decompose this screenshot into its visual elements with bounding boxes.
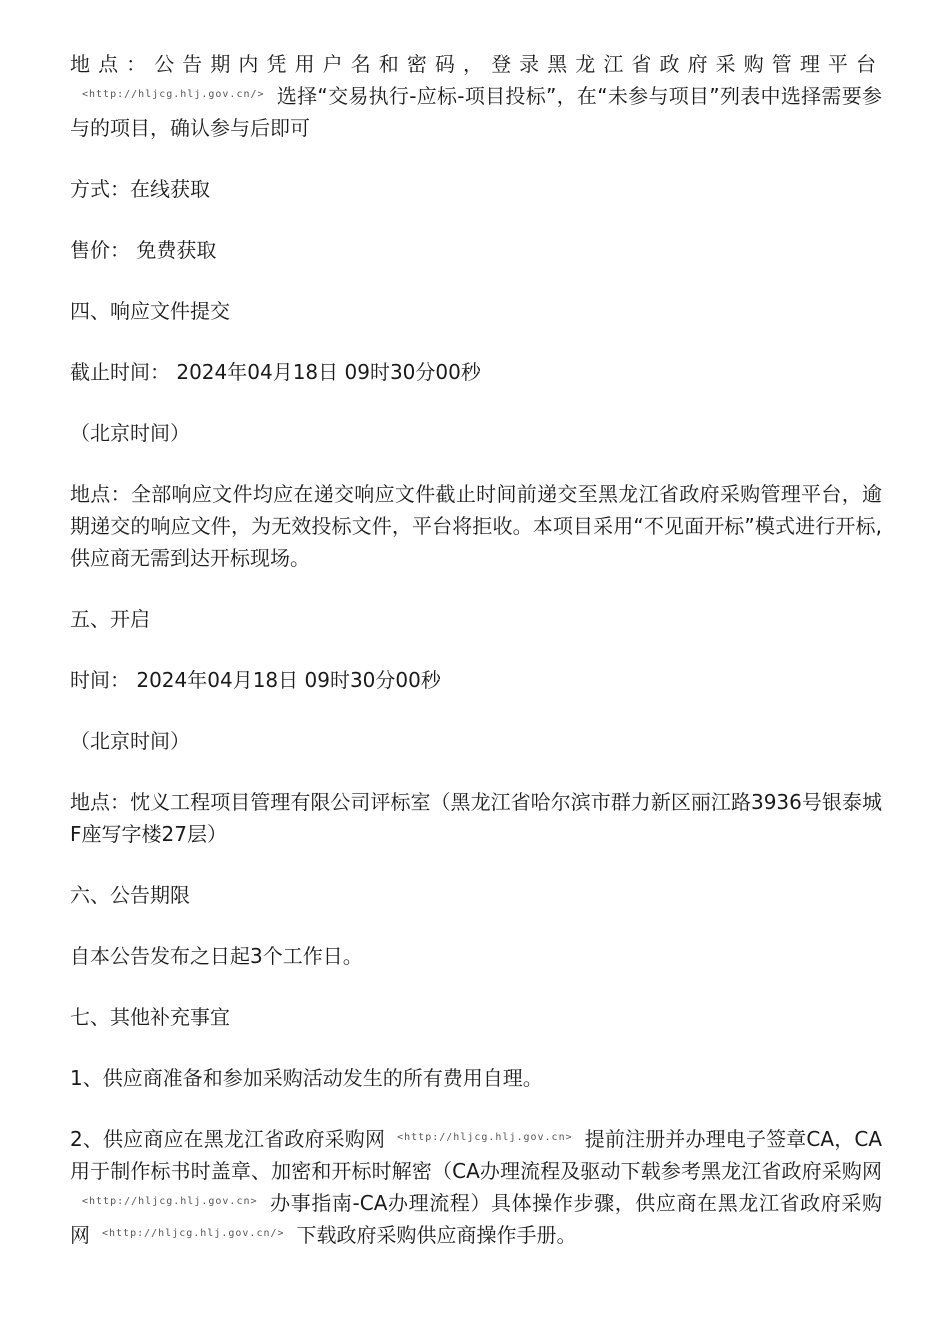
supplement-item-1: 1、供应商准备和参加采购活动发生的所有费用自理。 xyxy=(70,1066,543,1090)
supplement-item-2-text: 2、供应商应在黑龙江省政府采购网 xyxy=(70,1127,386,1151)
section-heading-4: 四、响应文件提交 xyxy=(70,299,230,323)
submission-location: 地点：全部响应文件均应在递交响应文件截止时间前递交至黑龙江省政府采购管理平台，逾期递交的响应文件，为无效投标文件，平台将拒收。本项目采用“不见面开标”模式进行开标,供应商无需到达开标现场。 xyxy=(70,482,882,570)
section-heading-6: 六、公告期限 xyxy=(70,883,190,907)
opening-location: 地点：忱义工程项目管理有限公司评标室（黑龙江省哈尔滨市群力新区丽江路3936号银泰城F座写字楼27层） xyxy=(70,790,882,846)
procurement-url-link[interactable]: <http://hljcg.hlj.gov.cn> xyxy=(82,1196,258,1207)
opening-time: 时间： 2024年04月18日 09时30分00秒 xyxy=(70,668,441,692)
get-location-text: 公告期内凭用户名和密码，登录黑龙江省政府采购管理平台 xyxy=(154,52,883,76)
procurement-url-link[interactable]: <http://hljcg.hlj.gov.cn> xyxy=(397,1132,573,1143)
price: 售价： 免费获取 xyxy=(70,238,217,262)
beijing-time-note: （北京时间） xyxy=(70,729,190,753)
get-location-paragraph xyxy=(70,48,882,144)
supplement-item-2-text: 办事指南-CA办理流程）具体操作步骤，供应商在黑龙江省政府采购网 xyxy=(70,1191,882,1247)
section-heading-5: 五、开启 xyxy=(70,607,150,631)
supplement-item-2-text: 提前注册并办理电子签章CA，CA用于制作标书时盖章、加密和开标时解密（CA办理流程及驱动下载参考黑龙江省政府采购网 xyxy=(70,1127,882,1183)
section-heading-7: 七、其他补充事宜 xyxy=(70,1005,230,1029)
submission-deadline: 截止时间： 2024年04月18日 09时30分00秒 xyxy=(70,360,481,384)
get-method: 方式：在线获取 xyxy=(70,177,210,201)
announcement-document xyxy=(70,48,882,1280)
supplement-item-2-text: 下载政府采购供应商操作手册。 xyxy=(296,1223,577,1247)
beijing-time-note: （北京时间） xyxy=(70,421,190,445)
announcement-period: 自本公告发布之日起3个工作日。 xyxy=(70,944,363,968)
get-location-label: 地点： xyxy=(70,52,155,76)
supplement-item-2 xyxy=(70,1123,882,1251)
get-location-instructions: 选择“交易执行-应标-项目投标”，在“未参与项目”列表中选择需要参与的项目，确认参与后即可 xyxy=(70,84,882,140)
platform-url-link[interactable]: <http://hljcg.hlj.gov.cn/> xyxy=(82,89,265,100)
procurement-url-link[interactable]: <http://hljcg.hlj.gov.cn/> xyxy=(102,1228,285,1239)
